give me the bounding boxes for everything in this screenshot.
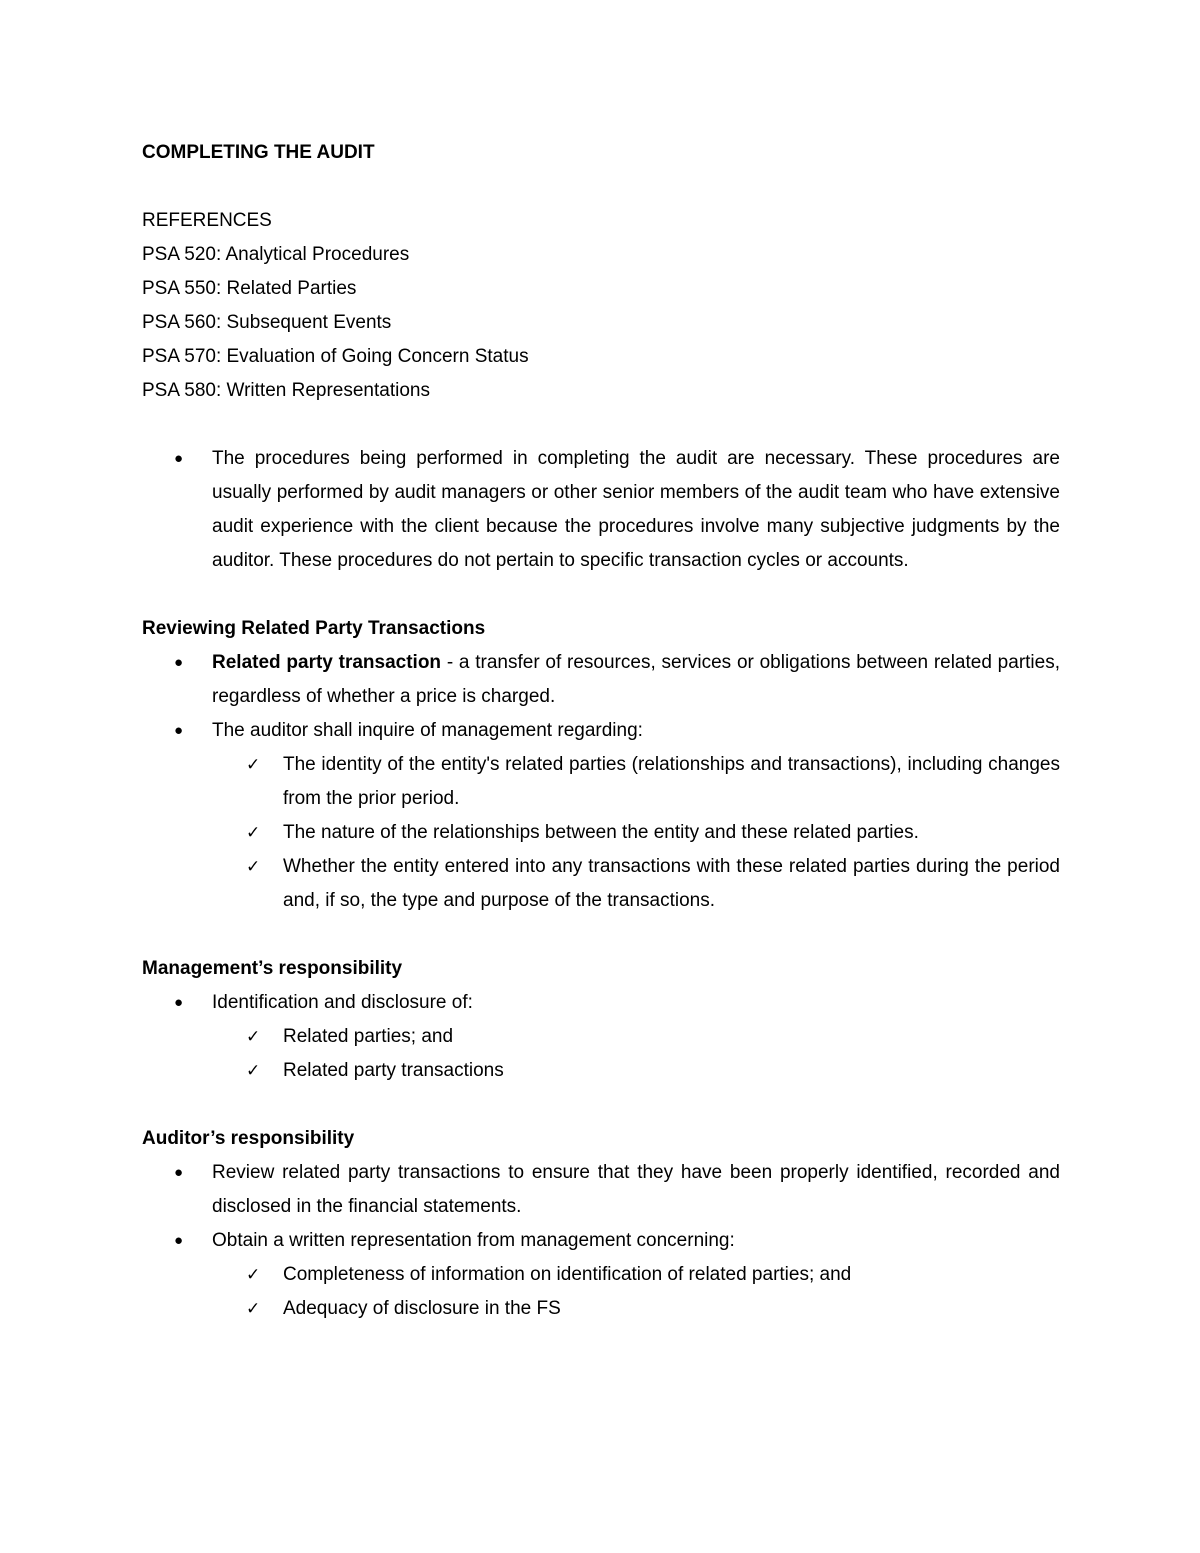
inquire-check-item <box>142 816 1060 850</box>
checkmark-icon: ✓ <box>246 1061 261 1081</box>
intro-bullet-item <box>142 442 1060 578</box>
reference-item: PSA 550: Related Parties <box>142 278 357 299</box>
reference-item: PSA 560: Subsequent Events <box>142 312 392 333</box>
inquire-item-text: The nature of the relationships between the entity and these related parties. <box>283 822 919 843</box>
inquire-label: The auditor shall inquire of management regarding: <box>212 720 643 741</box>
document-page <box>142 136 1060 1326</box>
management-check-item <box>142 1054 1060 1088</box>
reference-item: PSA 520: Analytical Procedures <box>142 244 410 265</box>
bullet-icon: ● <box>174 1232 184 1249</box>
management-bullet-text: Identification and disclosure of: <box>212 992 473 1013</box>
auditor-bullet-text: Review related party transactions to ensure that they have been properly identified, recorded and disclosed in the financial statements. <box>212 1162 1060 1217</box>
auditor-heading: Auditor’s responsibility <box>142 1128 355 1149</box>
auditor-item-text: Completeness of information on identification of related parties; and <box>283 1264 852 1285</box>
document-title: COMPLETING THE AUDIT <box>142 142 375 163</box>
auditor-bullet-text: Obtain a written representation from management concerning: <box>212 1230 735 1251</box>
bullet-icon: ● <box>174 722 184 739</box>
definition-bullet-item <box>142 646 1060 714</box>
auditor-bullet-item <box>142 1156 1060 1224</box>
inquire-bullet-item <box>142 714 1060 748</box>
auditor-bullet-item <box>142 1224 1060 1258</box>
management-bullet-item <box>142 986 1060 1020</box>
management-item-text: Related parties; and <box>283 1026 454 1047</box>
management-check-item <box>142 1020 1060 1054</box>
definition-term: Related party transaction <box>212 652 442 673</box>
bullet-icon: ● <box>174 994 184 1011</box>
checkmark-icon: ✓ <box>246 823 261 843</box>
management-item-text: Related party transactions <box>283 1060 504 1081</box>
checkmark-icon: ✓ <box>246 1027 261 1047</box>
bullet-icon: ● <box>174 654 184 671</box>
inquire-item-text: Whether the entity entered into any transactions with these related parties during the period and, if so, the type and purpose of the transactions. <box>283 856 1060 911</box>
inquire-check-item <box>142 850 1060 918</box>
checkmark-icon: ✓ <box>246 857 261 877</box>
definition-text: - a transfer of resources, services or obligations between related parties, regardless of whether a price is charged. <box>212 652 1060 707</box>
related-party-heading: Reviewing Related Party Transactions <box>142 618 486 639</box>
management-heading: Management’s responsibility <box>142 958 403 979</box>
checkmark-icon: ✓ <box>246 1265 261 1285</box>
auditor-check-item <box>142 1258 1060 1292</box>
intro-text: The procedures being performed in completing the audit are necessary. These procedures are usually performed by audit managers or other senior members of the audit team who have extensive audit experience with the client because the procedures involve many subjective judgments by the auditor. These procedures do not pertain to specific transaction cycles or accounts. <box>212 448 1060 571</box>
reference-item: PSA 580: Written Representations <box>142 380 430 401</box>
inquire-check-item <box>142 748 1060 816</box>
reference-item: PSA 570: Evaluation of Going Concern Status <box>142 346 529 367</box>
bullet-icon: ● <box>174 450 184 467</box>
checkmark-icon: ✓ <box>246 1299 261 1319</box>
checkmark-icon: ✓ <box>246 755 261 775</box>
references-heading: REFERENCES <box>142 210 272 231</box>
auditor-item-text: Adequacy of disclosure in the FS <box>283 1298 561 1319</box>
bullet-icon: ● <box>174 1164 184 1181</box>
inquire-item-text: The identity of the entity's related parties (relationships and transactions), including changes from the prior period. <box>283 754 1060 809</box>
auditor-check-item <box>142 1292 1060 1326</box>
